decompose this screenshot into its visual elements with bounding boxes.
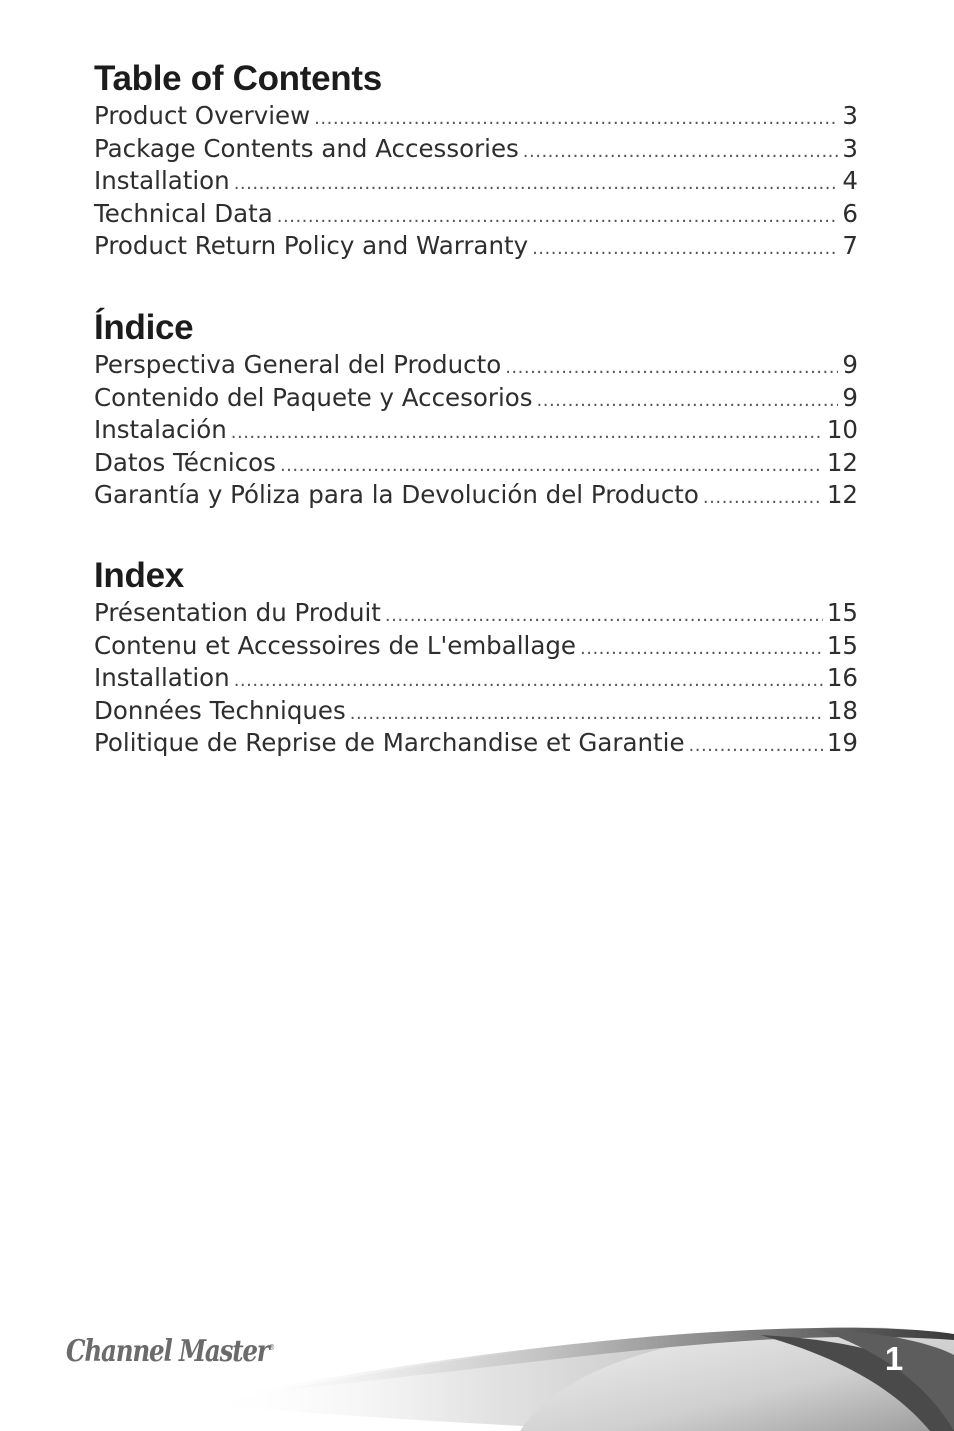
toc-section-english: [94, 60, 858, 263]
toc-entry-label: Perspectiva General del Producto: [94, 350, 502, 379]
toc-entry-label: Installation: [94, 166, 230, 195]
toc-entry-label: Garantía y Póliza para la Devolución del Producto: [94, 480, 699, 509]
toc-entry-page: 9: [842, 350, 858, 379]
toc-entry-page: 4: [842, 166, 858, 195]
toc-entry-page: 3: [842, 101, 858, 130]
toc-entry-label: Données Techniques: [94, 695, 346, 725]
dot-leader: [234, 168, 839, 200]
toc-entry[interactable]: [94, 165, 858, 198]
dot-leader: [523, 136, 839, 168]
toc-entry[interactable]: [94, 695, 858, 728]
toc-entry-label: Politique de Reprise de Marchandise et Garantie: [94, 728, 685, 757]
dot-leader: [532, 233, 838, 265]
toc-entry[interactable]: [94, 349, 858, 382]
section-title-spanish: Índice: [94, 308, 194, 347]
toc-entry-label: Technical Data: [94, 198, 273, 228]
toc-entry-page: 15: [826, 598, 858, 627]
toc-entry[interactable]: [94, 597, 858, 630]
toc-entry[interactable]: [94, 100, 858, 133]
brand-name: Channel Master: [66, 1334, 269, 1369]
toc-entry-label: Datos Técnicos: [94, 447, 276, 477]
dot-leader: [277, 201, 839, 233]
dot-leader: [385, 600, 823, 632]
toc-entry-label: Instalación: [94, 415, 227, 444]
toc-entry-label: Installation: [94, 663, 230, 692]
page-number: 1: [884, 1340, 904, 1377]
toc-entry-page: 6: [842, 198, 858, 228]
dot-leader: [231, 417, 823, 449]
dot-leader: [537, 385, 839, 417]
section-title-english: Table of Contents: [94, 59, 382, 98]
toc-entry[interactable]: [94, 133, 858, 166]
toc-entry-page: 18: [826, 695, 858, 725]
toc-entry-page: 12: [826, 447, 858, 477]
channel-master-logo: [66, 1334, 275, 1369]
dot-leader: [280, 450, 823, 482]
toc-list-spanish: [94, 349, 858, 512]
dot-leader: [234, 665, 823, 697]
dot-leader: [580, 633, 823, 665]
toc-list-french: [94, 597, 858, 760]
toc-section-spanish: [94, 309, 858, 512]
section-title-french: Index: [94, 556, 184, 595]
toc-entry[interactable]: [94, 662, 858, 695]
toc-entry[interactable]: [94, 447, 858, 480]
dot-leader: [350, 698, 823, 730]
toc-entry[interactable]: [94, 230, 858, 263]
dot-leader: [314, 103, 838, 135]
dot-leader: [703, 482, 823, 514]
toc-entry-page: 12: [826, 480, 858, 509]
toc-entry[interactable]: [94, 198, 858, 231]
dot-leader: [505, 352, 838, 384]
toc-entry-label: Package Contents and Accessories: [94, 133, 519, 163]
toc-entry-label: Product Overview: [94, 101, 311, 130]
toc-entry-page: 19: [826, 728, 858, 757]
toc-entry[interactable]: [94, 414, 858, 447]
toc-entry-page: 10: [826, 415, 858, 444]
toc-entry[interactable]: [94, 382, 858, 415]
toc-entry-page: 9: [842, 382, 858, 412]
toc-entry[interactable]: [94, 630, 858, 663]
toc-entry-page: 15: [826, 630, 858, 660]
toc-entry-page: 3: [842, 133, 858, 163]
toc-entry-label: Présentation du Produit: [94, 598, 381, 627]
toc-entry-page: 7: [842, 231, 858, 260]
trademark-symbol: ®: [268, 1343, 276, 1352]
toc-entry-page: 16: [826, 663, 858, 692]
dot-leader: [689, 730, 823, 762]
toc-list-english: [94, 100, 858, 263]
toc-entry[interactable]: [94, 479, 858, 512]
toc-entry-label: Contenu et Accessoires de L'emballage: [94, 630, 576, 660]
toc-entry-label: Product Return Policy and Warranty: [94, 231, 529, 260]
toc-entry-label: Contenido del Paquete y Accesorios: [94, 382, 533, 412]
toc-entry[interactable]: [94, 727, 858, 760]
toc-section-french: [94, 557, 858, 760]
